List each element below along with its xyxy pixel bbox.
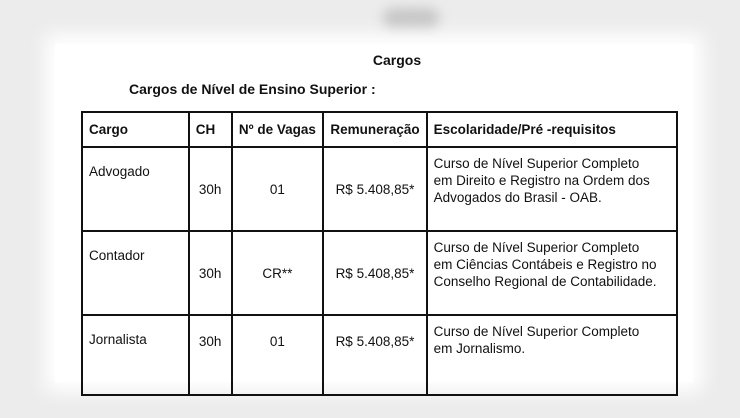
cell-remuneracao: R$ 5.408,85* (323, 147, 426, 231)
header-remuneracao: Remuneração (323, 112, 426, 147)
table-row (82, 315, 677, 395)
cell-cargo: Jornalista (82, 315, 189, 395)
document-title: Cargos (372, 52, 422, 68)
cell-remuneracao: R$ 5.408,85* (323, 231, 426, 315)
escolaridade-line: em Jornalismo. (433, 341, 526, 356)
escolaridade-line: Advogados do Brasil - OAB. (433, 190, 602, 205)
blurred-header-fragment (383, 8, 439, 30)
header-escolaridade: Escolaridade/Pré -requisitos (427, 112, 677, 147)
table-header-row (82, 112, 677, 147)
cell-ch: 30h (189, 315, 232, 395)
cell-vagas: CR** (232, 231, 324, 315)
escolaridade-line: em Direito e Registro na Ordem dos (433, 173, 650, 188)
header-ch: CH (189, 112, 232, 147)
header-vagas: Nº de Vagas (232, 112, 324, 147)
positions-table (81, 111, 678, 396)
cell-ch: 30h (189, 231, 232, 315)
cell-remuneracao: R$ 5.408,85* (323, 315, 426, 395)
cell-vagas: 01 (232, 315, 324, 395)
cell-cargo: Contador (82, 231, 189, 315)
escolaridade-line: Curso de Nível Superior Completo (433, 240, 640, 255)
table-row (82, 147, 677, 231)
document-page (55, 44, 693, 382)
escolaridade-line: Curso de Nível Superior Completo (433, 156, 640, 171)
cell-escolaridade (427, 231, 677, 315)
escolaridade-line: Conselho Regional de Contabilidade. (433, 274, 657, 289)
table-row (82, 231, 677, 315)
cell-ch: 30h (189, 147, 232, 231)
escolaridade-line: em Ciências Contábeis e Registro no (433, 257, 657, 272)
cell-vagas: 01 (232, 147, 324, 231)
escolaridade-line: Curso de Nível Superior Completo (433, 324, 640, 339)
cell-escolaridade (427, 315, 677, 395)
section-subtitle: Cargos de Nível de Ensino Superior : (129, 81, 376, 97)
header-cargo: Cargo (82, 112, 189, 147)
cell-cargo: Advogado (82, 147, 189, 231)
cell-escolaridade (427, 147, 677, 231)
